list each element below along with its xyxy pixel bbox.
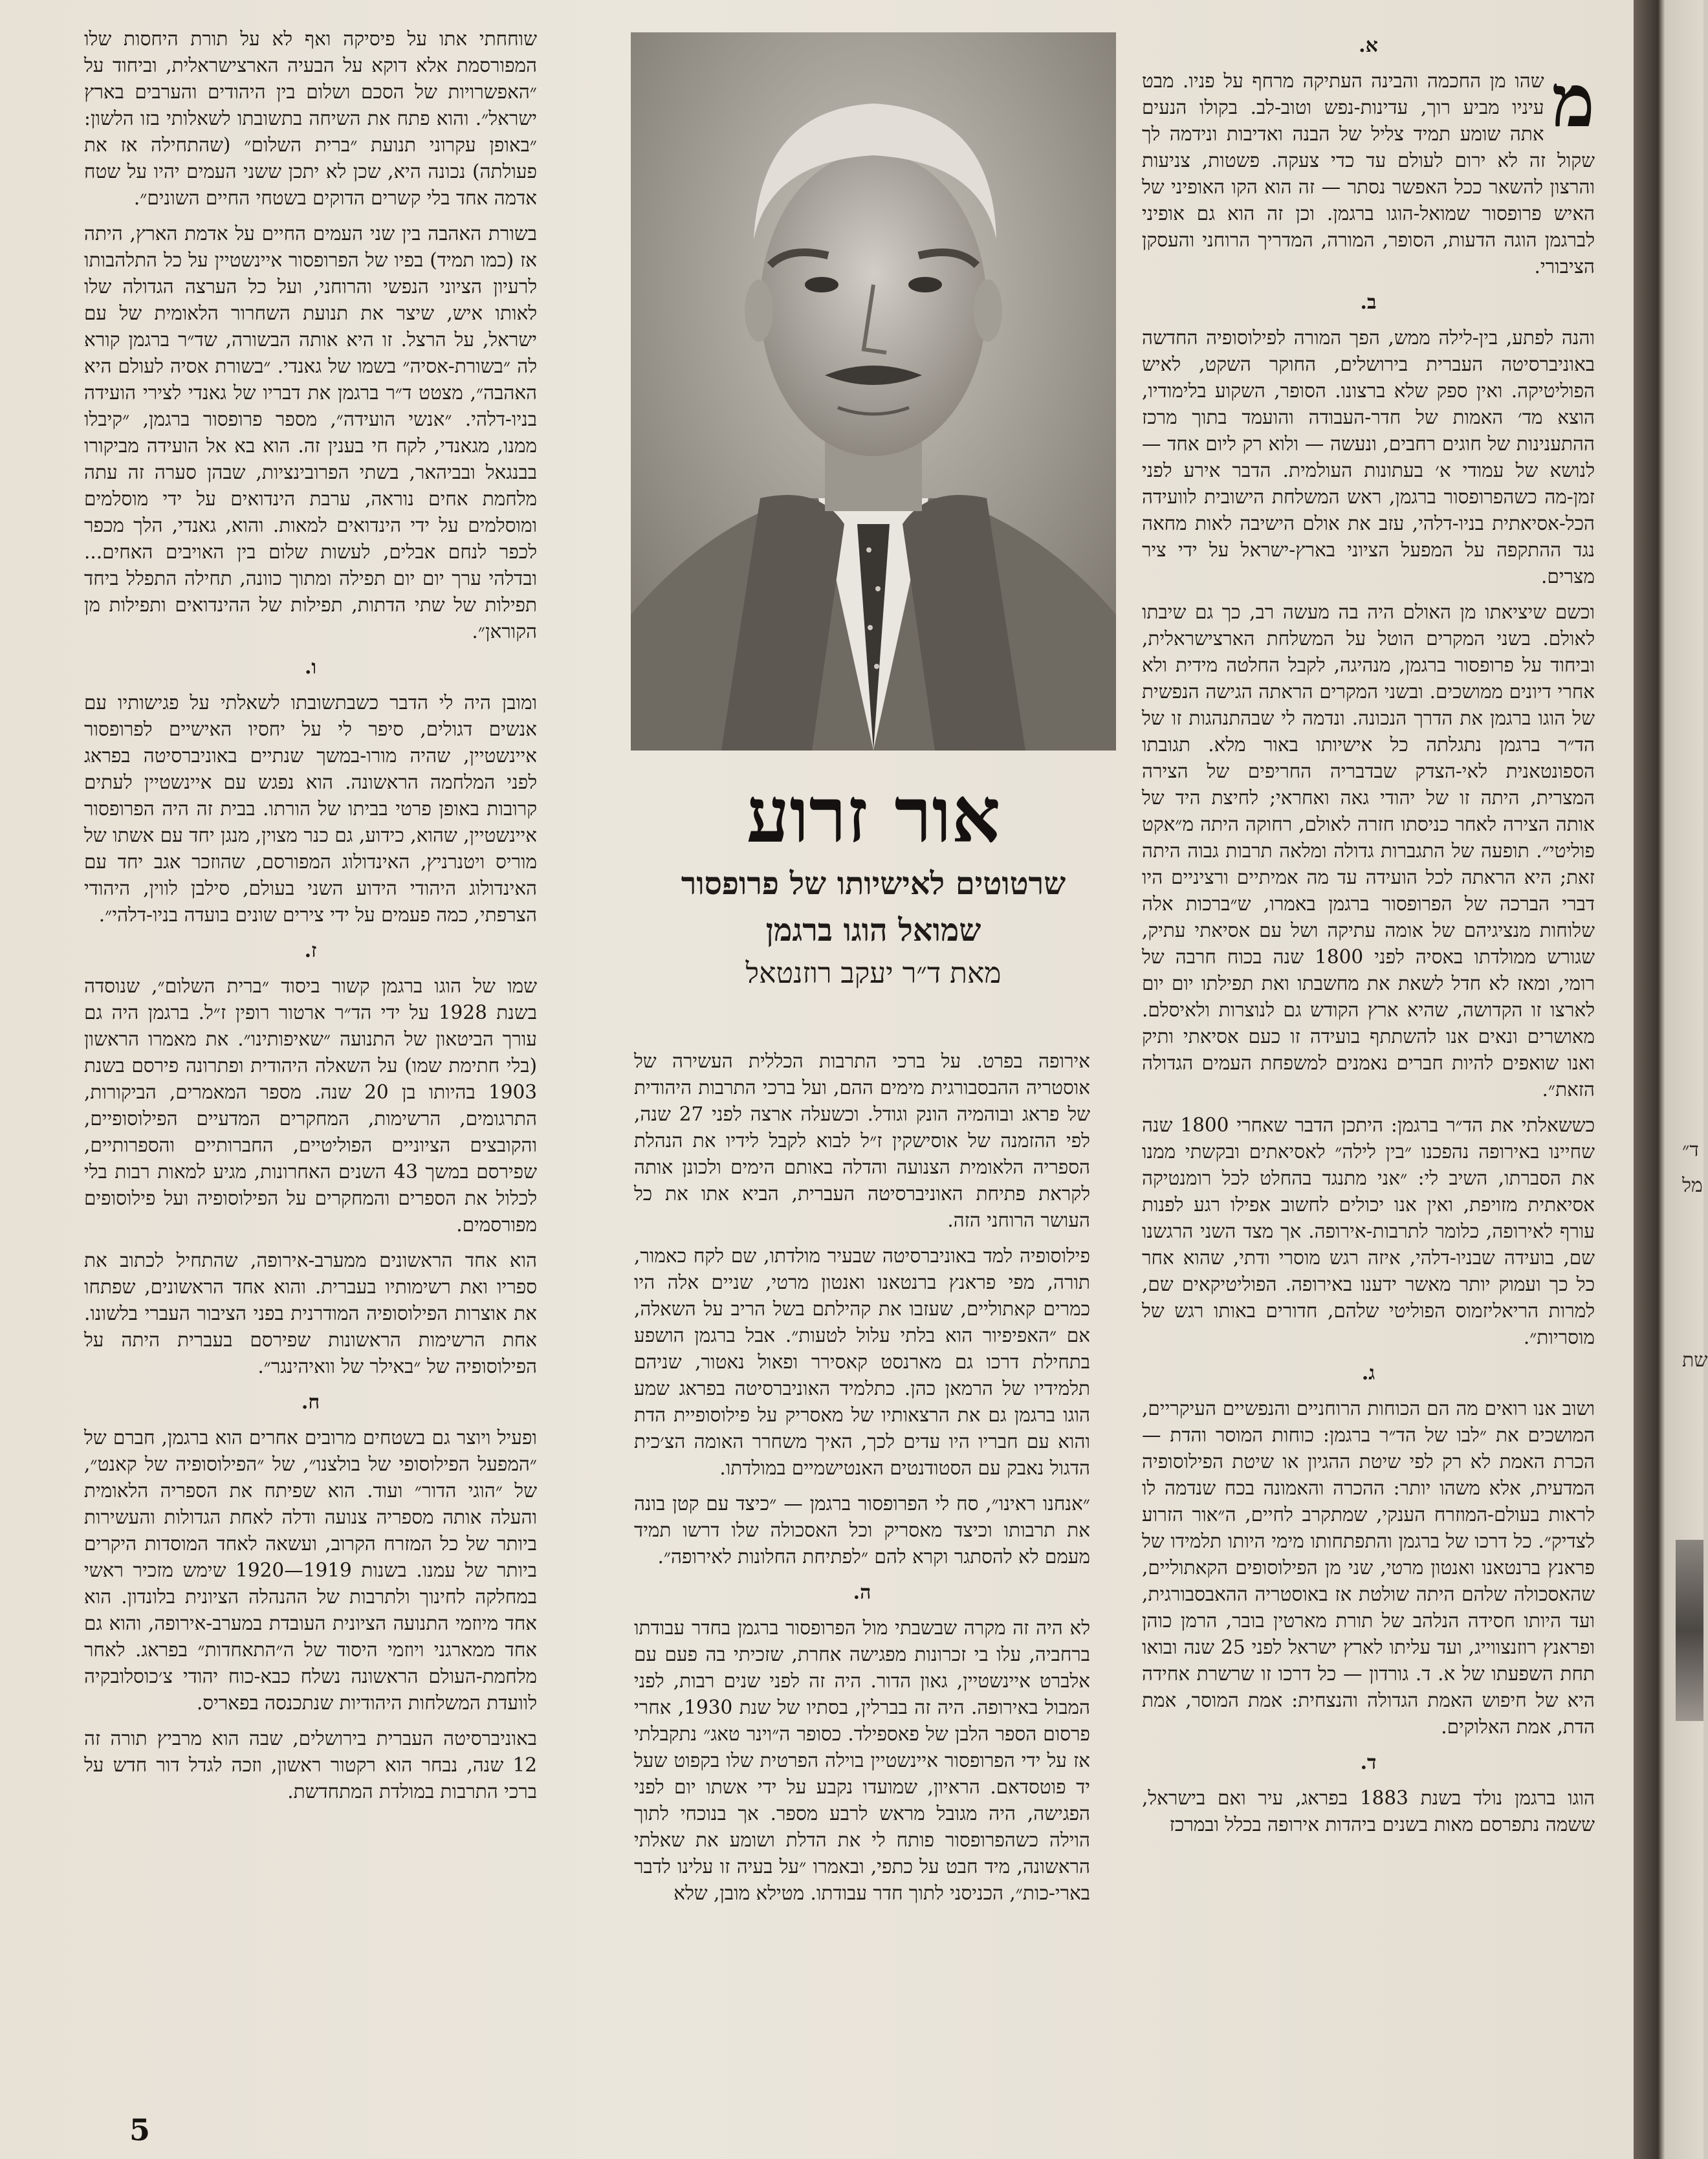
- article-paragraph: ״אנחנו ראינו״, סח לי הפרופסור ברגמן — ״כיצד עם קטן בונה את תרבותו וכיצד מאסריק וכל האסכולה שלו דרשו תמיד מעמם לא להסתגר וקרא להם ״לפתיחת החלונות לאירופה״.: [634, 1493, 1090, 1568]
- article-column-middle: [634, 1048, 1090, 1916]
- article-paragraph: והנה לפתע, בין-לילה ממש, הפך המורה לפילוסופיה החדשה באוניברסיטה העברית בירושלים, החוקר השקט, לאיש הפוליטיקה. ואין ספק שלא ברצונו. הסופר, השקוע בלימודיו, הוצא מד׳ האמות של חדר-העבודה והועמד בתוך מרכז ההתענינות של חוגים רחבים, ונעשה — ולוא רק ליום אחד — לנושא של עמודי א׳ בעתונות העולמית. הדבר אירע לפני זמן-מה כשהפרופסור ברגמן, ראש המשלחת הישובית לוועידה הכל-אסיאתית בניו-דלהי, עזב את אולם הישיבה לאות מחאה נגד ההתקפה על המפעל הציוני בארץ-ישראל על ידי ציר מצרים.: [1142, 327, 1595, 587]
- article-paragraph: ושוב אנו רואים מה הם הכוחות הרוחניים והנפשיים העיקריים, המושכים את ״לבו של הד״ר ברגמן: כוחות המוסר והדת — הכרת האמת לא רק לפי שיטת ההגיון או שיטת הפילוסופיה המדעית, אלא משהו יותר: ההכרה והאמונה בכח שנדמה לו לראות בעולם-המוזרח הענקי, שמתקרב לחיים, ה״אור הזרוע לצדיק״. כל דרכו של ברגמן והתפתחותו מימי היותו תלמידו של פראנץ ברנטאנו ואנטון מרטי, שני מן הפילוסופים הקאתוליים, שהאסכולה שלהם היתה שולטת אז באוסטריה ההאבסבורגית, ועד היותו חסידה הנלהב של תורת מארטין בובר, הרמן כוהן ופראנץ רוזנצווייג, ועד עליתו לארץ ישראל לפני 25 שנה ובואו תחת השפעתו של א. ד. גורדון — כל דרכו זו שרשרת אחידה היא של חיפוש האמת הגדולה והנצחית: אמת המוסר, אמת הדת, אמת האלוקים.: [1142, 1397, 1595, 1738]
- article-column-right: [1142, 26, 1595, 1847]
- article-title-block: [631, 770, 1116, 993]
- article-author: מאת ד״ר יעקב רוזנטאל: [745, 957, 1002, 990]
- article-paragraph: לא היה זה מקרה שבשבתי מול הפרופסור ברגמן בחדר עבודתו ברחביה, עלו בי זכרונות מפגישה אחרת, שזכיתי בה פעם עם אלברט איינשטיין, גאון הדור. היה זה לפני שנים רבות, לפני המבול באירופה. היה זה בברלין, בסתיו של שנת 1930, אחרי פרסום הספר הלבן של פאספילד. כסופר ה״וינר טאג״ נתקבלתי אז על ידי הפרופסור איינשטיין בוילה הפרטית שלו בקפוט שעל יד פוטסדאם. הראיון, שמועדו נקבע על ידי אשתו יום לפני הפגישה, היה מגובל מראש לרבע מספר. אך בנוכחי לתוך הוילה כשהפרופסור פותח לי את הדלת ושומע את שאלתי הראשונה, מיד חבט על כתפי, ובאמרו ״על בעיה זו עלינו לדבר בארי-כות״, הכניסני לתוך חדר עבודתו. מטילא מובן, שלא: [634, 1617, 1090, 1904]
- section-heading: ג.: [1361, 1362, 1375, 1385]
- page-number: 5: [129, 2112, 151, 2147]
- article-subtitle: שמואל הוגו ברגמן: [765, 912, 981, 948]
- article-paragraph: שמו של הוגו ברגמן קשור ביסוד ״ברית השלום״, שנוסדה בשנת 1928 על ידי הד״ר ארטור רופין ז״ל. ברגמן היה גם עורך הביטאון של התנועה ״שאיפותינו״. את מאמרו הראשון (בלי חתימת שמו) על השאלה היהודית ופתרונה פירסם בשנת 1903 בהיותו בן 20 שנה. מספר המאמרים, הביקורות, התרגומים, הרשימות, המחקרים המדעיים הפילוסופיים, והקובצים הציוניים הפוליטיים, החברותיים והספרותיים, שפירסם במשך 43 השנים האחרונות, מגיע למאות רבות בלי לכלול את הספרים והמחקרים על הפילוסופיה ועל פילוסופים מפורסמים.: [84, 975, 538, 1236]
- section-heading: ז.: [304, 939, 317, 962]
- dropcap-letter: מ: [1551, 59, 1595, 144]
- adjacent-page-text: מל: [1682, 1174, 1703, 1197]
- article-paragraph: כששאלתי את הד״ר ברגמן: היתכן הדבר שאחרי 1800 שנה שחיינו באירופה נהפכנו ״בין לילה״ לאסיאתים ובקשתי ממנו את הסברתו, השיב לי: ״אני מתנגד בהחלט לכל רומנטיקה אסיאתית מזויפת, ואין אנו יכולים לחשוב אפילו רגע לפנות עורף לאירופה, כלומר לתרבות-אירופה. אך מצד השני הרגשנו שם, בועידה שבניו-דלהי, איזה רגש מוסרי ודתי, שהוא אחר כל כך ועמוק יותר מאשר ידענו באירופה. הפוליטיקאים שם, למרות הריאליזמוס הפוליטי שלהם, חדורים באותו רגש של מוסריות״.: [1142, 1114, 1595, 1348]
- article-title: אור זרוע: [746, 770, 1001, 860]
- article-paragraph: ומובן היה לי הדבר כשבתשובתו לשאלתי על פגישותיו עם אנשים דגולים, סיפר לי על יחסיו האישיים לפרופסור איינשטיין, שהיה מורו-במשך שנתיים באוניברסיטה בפראג לפני המלחמה הראשונה. הוא נפגש עם איינשטיין לעתים קרובות באופן פרטי בביתו של הורתו. בבית זה היה הפרופסור איינשטיין, שהוא, כידוע, גם כנר מצוין, מנגן יחד עם אשתו של מוריס ויטנרניץ, האינדולוג המפורסם, שהוזכר אגב יחד עם האינדולוג היהודי הידוע השני בעולם, סילבן לווין, היהודי הצרפתי, כמה פעמים על ידי צירים שונים בועדה בניו-דלהי״.: [84, 692, 537, 926]
- article-paragraph: פילוסופיה למד באוניברסיטה שבעיר מולדתו, שם לקח כאמור, תורה, מפי פראנץ ברנטאנו ואנטון מרטי, שניים אלה היו כמרים קאתוליים, שעזבו את קהילתם בשל הריב על השאלה, אם ״האפיפיור הוא בלתי עלול לטעות״. אבל ברגמן הושפע בתחילת דרכו גם מארנסט קאסירר ופאול נאטור, שניהם תלמידיו של הרמאן כהן. כתלמיד האוניברסיטה בפראג שמע הוגו ברגמן גם את הרצאותיו של מאסריק על פילוסופיית הדת והוא עם חבריו היו עדים לכך, האיך משחרר האומה הצ׳כית הדגול נאבק עם הסטודנטים האנטישמיים במולדתו.: [634, 1245, 1090, 1479]
- adjacent-page-photo-edge: [1676, 1540, 1703, 1721]
- article-column-left: [84, 26, 537, 1814]
- article-paragraph: באוניברסיטה העברית בירושלים, שבה הוא מרביץ תורה זה 12 שנה, נבחר הוא רקטור ראשון, וזכה לגדל דור חדש על ברכי התרבות במולדת המתחדשת.: [84, 1727, 537, 1803]
- section-heading: ה.: [853, 1581, 871, 1604]
- adjacent-page-text: ד״: [1682, 1139, 1699, 1161]
- portrait-photo: [631, 32, 1116, 751]
- section-heading: ח.: [301, 1391, 320, 1414]
- article-paragraph: [1142, 59, 1595, 280]
- article-paragraph: הוגו ברגמן נולד בשנת 1883 בפראג, עיר ואם בישראל, ששמה נתפרסם מאות בשנים ביהדות אירופה בכלל ובמרכז: [1142, 1787, 1595, 1836]
- section-heading: ב.: [1360, 291, 1377, 314]
- article-paragraph: וכשם שיציאתו מן האולם היה בה מעשה רב, כך גם שיבתו לאולם. בשני המקרים הוטל על המשלחת הארצישראלית, וביחוד על פרופסור ברגמן, מנהיגה, לקבל החלטה מידית ולא אחרי דיונים ממושכים. ובשני המקרים הראתה הגישה הנפשית של הוגו ברגמן את הדרך הנכונה. ונדמה לי שבהתנהגות זו של הד״ר ברגמן נתגלתה כל אישיותו באור מלא. תגובתו הספונטאנית לאי-הצדק שבדבריה החריפים של הצירה המצרית, היתה זו של יהודי גאה ואחראי; לחיצת היד של אותה הצירה לאחר כניסתו חזרה לאולם, רחוקה היתה מ״אקט פוליטי״. תופעה של התגברות גדולה ומלאה תרבות גבוה היתה זאת; היא הראתה לכל הועידה עד מה אמיתיים ורציניים היו דברי הברכה של הפרופסור ברגמן באמרו, ש״ברכות אלה שלוחות מנציגיהם של אומה עתיקה ושל עם אסיאתי עתיק, שגורש ממולדתו באסיה לפני 1800 שנה בכוח חרבה של רומי, ומאז לא חדל לשאת את מחשבתו ואת תפילתו יום יום לארצו זו הקדושה, שהיא ארץ הקודש גם לנוצרות ולאיסלם. מאושרים ונאים אנו להשתתף בועידה זו כעם אסיאתי ותיק ואנו שואפים להיות חברים נאמנים למשפחת העמים הגדולה הזאת״.: [1142, 601, 1595, 1101]
- adjacent-page-text: שת: [1682, 1349, 1708, 1372]
- article-paragraph-text: שהו מן החכמה והבינה העתיקה מרחף על פניו. מבט עיניו מביע רוך, עדינות-נפש וטוב-לב. בקולו הנעים אתה שומע תמיד צליל של הבנה ואדיבות ונידמה לך שקול זה לא ירום לעולם עד כדי צעקה. פשטות, צניעות והרצון להשאר ככל האפשר נסתר — זה הוא הקו האופיני של האיש פרופסור שמואל-הוגו ברגמן. וכן זה הוא גם אופיני לברגמן הוגה הדעות, הסופר, המורה, המדריך הרוחני והעסקן הציבורי.: [1142, 70, 1595, 278]
- article-paragraph: הוא אחד הראשונים ממערב-אירופה, שהתחיל לכתוב את ספריו ואת רשימותיו בעברית. והוא אחד הראשונים, שפתחו את אוצרות הפילוסופיה המודרנית בפני הציבור העברי בלשונו. אחת הרשימות הראשונות שפירסם בעברית היתה על הפילוסופיה של ״באילר של וואיהינגר״.: [84, 1249, 537, 1377]
- article-subtitle: שרטוטים לאישיותו של פרופסור: [681, 866, 1066, 902]
- binding-gutter: [1634, 0, 1703, 2159]
- article-paragraph: אירופה בפרט. על ברכי התרבות הכללית העשירה של אוסטריה ההבסבורגית מימים ההם, ועל ברכי התרבות היהודית של פראג ובוהמיה הונק וגודל. וכשעלה ארצה לפני 27 שנה, לפי ההזמנה של אוסישקין ז״ל לבוא לקבל לידיו את הנהלת הספריה הלאומית הצנועה והדלה באותם הימים ולכונן אותה לקראת פתיחת האוניברסיטה העברית, הביא אתו את כל העושר הרוחני הזה.: [634, 1050, 1091, 1231]
- article-paragraph: שוחחתי אתו על פיסיקה ואף לא על תורת היחסות שלו המפורסמת אלא דוקא על הבעיה הארצישראלית, וביחוד על ״האפשרויות של הסכם ושלום בין היהודים והערבים בארץ ישראל״. והוא פתח את השיחה בתשובתו לשאלותי בזו הלשון: ״באופן עקרוני תנועת ״ברית השלום״ (שהתחילה אז את פעולתה) נכונה היא, שכן לא יתכן ששני העמים יהיו על שטח אדמה אחד בלי קשרים הדוקים בשטחי החיים השונים״.: [84, 28, 537, 209]
- portrait-illustration: [631, 32, 1116, 751]
- article-paragraph: בשורת האהבה בין שני העמים החיים על אדמת הארץ, היתה אז (כמו תמיד) בפיו של הפרופסור איינשטיין על כל התלהבותו לרעיון הציוני הנפשי והרוחני, ועל כל הערצה הגדולה שלו לאותו איש, שיצר את תנועת השחרור הלאומית של עם ישראל, על הרצל. זו היא אותה הבשורה, שד״ר ברגמן קורא לה ״בשורת-אסיה״ בשמו של גאנדי. ״בשורת אסיה לעולם היא האהבה״, מצטט ד״ר ברגמן את דבריו של גאנדי לצירי הועידה בניו-דלהי. ״אנשי הועידה״, מספר פרופסור ברגמן, ״קיבלו ממנו, מגאנדי, לקח חי בענין זה. הוא בא אל הועידה מביקורו בבנגאל ובביהאר, בשתי הפרובינציות, שבהן סערה זה עתה מלחמת אחים נוראה, ערבת הינדואים על ידי מוסלמים ומוסלמים על ידי הינדואים למאות. והוא, גאנדי, הלך מכפר לכפר לנחם אבלים, לעשות שלום בין האויבים האחים... ובדלהי ערך יום יום תפילה ומתוך כוונה, תחילה התפלל ביחד תפילות של שתי הדתות, תפילות של ההינדואים ותפילות מן הקוראן״.: [84, 223, 537, 642]
- section-heading: א.: [1359, 34, 1378, 57]
- section-heading: ו.: [304, 656, 317, 679]
- section-heading: ד.: [1360, 1751, 1377, 1774]
- article-paragraph: ופעיל ויוצר גם בשטחים מרובים אחרים הוא ברגמן, חברם של ״המפעל הפילוסופי של בולצנו״, של ״הפילוסופיה של קאנט״, של ״הוגי הדור״ ועוד. הוא שפיתח את הספריה הלאומית והעלה אותה מספריה צנועה ודלה לאחת הגדולות והעשירות ביותר של כל המזרח הקרוב, ועשאה לאחד המוסדות היקרים ביותר של עמנו. בשנות 1919—1920 שימש מזכיר ראשי במחלקה לחינוך ולתרבות של ההנהלה הציונית בלונדון. הוא אחד מיוזמי התנועה הציונית העובדת במערב-אירופה, והוא גם אחד ממארגני ויוזמי היסוד של ה״התאחדות״ בפראג. לאחר מלחמת-העולם הראשונה נשלח כבא-כוח יהודי צ׳כוסלובקיה לוועדת המשלחות היהודיות שנתכנסה בפאריס.: [84, 1427, 537, 1714]
